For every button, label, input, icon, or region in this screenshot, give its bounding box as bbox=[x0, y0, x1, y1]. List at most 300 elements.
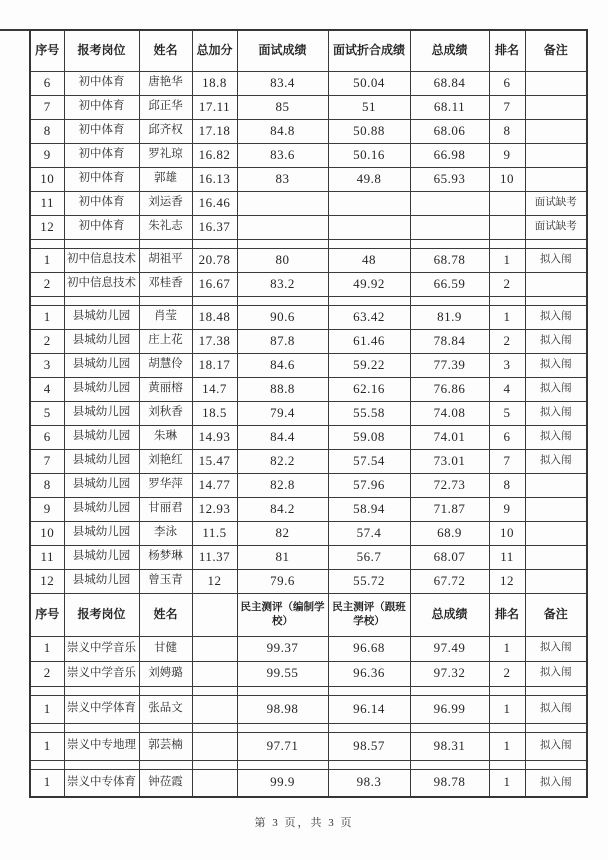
table-cell bbox=[410, 191, 489, 215]
table-cell: 80 bbox=[237, 248, 328, 272]
table-cell: 16.37 bbox=[192, 215, 237, 239]
table-row bbox=[30, 449, 587, 473]
table-cell: 刘娉璐 bbox=[139, 661, 192, 686]
table-row bbox=[30, 661, 587, 686]
separator-cell bbox=[64, 760, 139, 769]
table-cell: 4 bbox=[489, 377, 525, 401]
table-cell: 79.4 bbox=[237, 401, 328, 425]
table-cell bbox=[192, 661, 237, 686]
table-cell: 11.37 bbox=[192, 545, 237, 569]
table-cell: 87.8 bbox=[237, 329, 328, 353]
separator-cell bbox=[139, 723, 192, 732]
separator-cell bbox=[30, 686, 64, 695]
table-cell: 98.78 bbox=[410, 769, 489, 797]
table-cell: 肖莹 bbox=[139, 305, 192, 329]
table-cell: 16.46 bbox=[192, 191, 237, 215]
header-row bbox=[30, 30, 587, 71]
table-cell: 7 bbox=[30, 449, 64, 473]
table-cell bbox=[489, 191, 525, 215]
table-cell: 50.04 bbox=[328, 71, 410, 95]
table-cell: 县城幼儿园 bbox=[64, 497, 139, 521]
table-cell: 68.11 bbox=[410, 95, 489, 119]
table-cell: 98.98 bbox=[237, 695, 328, 723]
column-header: 报考岗位 bbox=[64, 30, 139, 71]
table-cell: 邱齐权 bbox=[139, 119, 192, 143]
separator-cell bbox=[64, 723, 139, 732]
table-cell bbox=[525, 143, 587, 167]
table-row bbox=[30, 732, 587, 760]
separator-cell bbox=[192, 296, 237, 305]
table-cell: 崇义中专地理 bbox=[64, 732, 139, 760]
table-cell: 68.07 bbox=[410, 545, 489, 569]
table-cell bbox=[328, 191, 410, 215]
table-cell: 49.92 bbox=[328, 272, 410, 296]
separator-row bbox=[30, 760, 587, 769]
table-cell: 拟入闱 bbox=[525, 401, 587, 425]
separator-cell bbox=[489, 760, 525, 769]
table-row bbox=[30, 167, 587, 191]
table-cell: 66.98 bbox=[410, 143, 489, 167]
table-cell: 8 bbox=[30, 473, 64, 497]
table-cell: 98.3 bbox=[328, 769, 410, 797]
table-row bbox=[30, 377, 587, 401]
table-cell: 1 bbox=[30, 732, 64, 760]
separator-cell bbox=[237, 686, 328, 695]
separator-cell bbox=[525, 296, 587, 305]
table-row bbox=[30, 769, 587, 797]
table-row bbox=[30, 119, 587, 143]
table-cell: 2 bbox=[489, 329, 525, 353]
table-row bbox=[30, 401, 587, 425]
table-cell: 拟入闱 bbox=[525, 661, 587, 686]
table-cell bbox=[525, 569, 587, 593]
table-cell: 96.68 bbox=[328, 636, 410, 661]
table-cell: 76.86 bbox=[410, 377, 489, 401]
table-cell: 77.39 bbox=[410, 353, 489, 377]
table-cell: 3 bbox=[489, 353, 525, 377]
table-cell: 84.8 bbox=[237, 119, 328, 143]
table-cell: 73.01 bbox=[410, 449, 489, 473]
table-cell bbox=[328, 215, 410, 239]
column-header: 姓名 bbox=[139, 593, 192, 636]
table-cell: 初中体育 bbox=[64, 95, 139, 119]
separator-cell bbox=[237, 723, 328, 732]
table-cell: 59.22 bbox=[328, 353, 410, 377]
separator-cell bbox=[192, 760, 237, 769]
table-cell: 1 bbox=[489, 695, 525, 723]
table-cell: 55.72 bbox=[328, 569, 410, 593]
table-cell: 8 bbox=[489, 473, 525, 497]
separator-cell bbox=[489, 296, 525, 305]
table-cell: 崇义中学体育 bbox=[64, 695, 139, 723]
table-cell bbox=[192, 732, 237, 760]
table-cell: 74.01 bbox=[410, 425, 489, 449]
separator-cell bbox=[139, 760, 192, 769]
table-cell bbox=[237, 191, 328, 215]
table-cell: 面试缺考 bbox=[525, 191, 587, 215]
table-cell: 曾玉青 bbox=[139, 569, 192, 593]
table-cell: 68.06 bbox=[410, 119, 489, 143]
table-cell: 郭雄 bbox=[139, 167, 192, 191]
table-cell: 97.71 bbox=[237, 732, 328, 760]
table-cell: 71.87 bbox=[410, 497, 489, 521]
table-cell: 84.2 bbox=[237, 497, 328, 521]
table-cell bbox=[525, 167, 587, 191]
table-row bbox=[30, 71, 587, 95]
table-cell: 67.72 bbox=[410, 569, 489, 593]
separator-cell bbox=[328, 686, 410, 695]
table-cell: 18.5 bbox=[192, 401, 237, 425]
table-cell: 1 bbox=[30, 695, 64, 723]
table-cell: 49.8 bbox=[328, 167, 410, 191]
table-cell: 68.84 bbox=[410, 71, 489, 95]
results-table bbox=[29, 29, 588, 798]
table-cell: 88.8 bbox=[237, 377, 328, 401]
table-cell: 拟入闱 bbox=[525, 695, 587, 723]
table-cell: 刘秋香 bbox=[139, 401, 192, 425]
table-cell bbox=[237, 215, 328, 239]
separator-cell bbox=[64, 239, 139, 248]
table-cell: 初中体育 bbox=[64, 167, 139, 191]
table-cell: 12 bbox=[192, 569, 237, 593]
table-cell: 县城幼儿园 bbox=[64, 521, 139, 545]
separator-cell bbox=[525, 239, 587, 248]
table-cell: 10 bbox=[30, 521, 64, 545]
table-cell: 18.8 bbox=[192, 71, 237, 95]
separator-cell bbox=[192, 239, 237, 248]
table-cell: 11 bbox=[489, 545, 525, 569]
header-row bbox=[30, 593, 587, 636]
table-cell: 初中体育 bbox=[64, 119, 139, 143]
table-cell: 县城幼儿园 bbox=[64, 545, 139, 569]
column-header: 姓名 bbox=[139, 30, 192, 71]
table-cell: 1 bbox=[30, 636, 64, 661]
separator-cell bbox=[30, 296, 64, 305]
table-cell: 58.94 bbox=[328, 497, 410, 521]
table-cell: 11.5 bbox=[192, 521, 237, 545]
separator-cell bbox=[410, 296, 489, 305]
separator-cell bbox=[237, 296, 328, 305]
table-cell: 83.6 bbox=[237, 143, 328, 167]
table-cell: 96.36 bbox=[328, 661, 410, 686]
table-cell: 16.82 bbox=[192, 143, 237, 167]
table-cell bbox=[525, 497, 587, 521]
column-header: 民主测评（编制学校） bbox=[237, 593, 328, 636]
separator-cell bbox=[139, 686, 192, 695]
table-cell: 84.4 bbox=[237, 425, 328, 449]
separator-cell bbox=[410, 239, 489, 248]
table-cell: 82.8 bbox=[237, 473, 328, 497]
separator-cell bbox=[328, 239, 410, 248]
table-cell: 6 bbox=[30, 71, 64, 95]
table-cell bbox=[525, 545, 587, 569]
table-cell: 1 bbox=[489, 305, 525, 329]
table-cell: 50.16 bbox=[328, 143, 410, 167]
table-cell: 2 bbox=[489, 661, 525, 686]
table-cell: 59.08 bbox=[328, 425, 410, 449]
table-cell: 10 bbox=[30, 167, 64, 191]
table-cell bbox=[525, 521, 587, 545]
separator-cell bbox=[30, 239, 64, 248]
table-cell: 63.42 bbox=[328, 305, 410, 329]
table-cell: 55.58 bbox=[328, 401, 410, 425]
table-cell: 62.16 bbox=[328, 377, 410, 401]
table-cell: 15.47 bbox=[192, 449, 237, 473]
table-cell: 6 bbox=[489, 71, 525, 95]
table-cell: 96.99 bbox=[410, 695, 489, 723]
table-cell: 崇义中专体育 bbox=[64, 769, 139, 797]
table-cell bbox=[489, 215, 525, 239]
table-cell: 拟入闱 bbox=[525, 377, 587, 401]
table-cell: 11 bbox=[30, 191, 64, 215]
separator-cell bbox=[64, 686, 139, 695]
table-cell: 7 bbox=[489, 95, 525, 119]
table-row bbox=[30, 272, 587, 296]
table-cell: 84.6 bbox=[237, 353, 328, 377]
table-cell: 90.6 bbox=[237, 305, 328, 329]
table-cell: 8 bbox=[30, 119, 64, 143]
table-cell: 面试缺考 bbox=[525, 215, 587, 239]
separator-cell bbox=[489, 239, 525, 248]
table-row bbox=[30, 695, 587, 723]
table-cell: 2 bbox=[489, 272, 525, 296]
table-cell: 7 bbox=[489, 449, 525, 473]
table-row bbox=[30, 215, 587, 239]
table-cell: 6 bbox=[30, 425, 64, 449]
table-row bbox=[30, 95, 587, 119]
table-cell: 邓桂香 bbox=[139, 272, 192, 296]
table-cell: 48 bbox=[328, 248, 410, 272]
table-cell: 18.17 bbox=[192, 353, 237, 377]
table-cell: 18.48 bbox=[192, 305, 237, 329]
separator-cell bbox=[192, 723, 237, 732]
table-cell: 邱正华 bbox=[139, 95, 192, 119]
table-cell: 10 bbox=[489, 521, 525, 545]
table-cell: 1 bbox=[489, 732, 525, 760]
column-header: 报考岗位 bbox=[64, 593, 139, 636]
table-cell: 65.93 bbox=[410, 167, 489, 191]
separator-cell bbox=[237, 239, 328, 248]
table-cell: 初中信息技术 bbox=[64, 248, 139, 272]
table-cell: 85 bbox=[237, 95, 328, 119]
table-cell: 14.7 bbox=[192, 377, 237, 401]
separator-cell bbox=[139, 239, 192, 248]
table-cell: 拟入闱 bbox=[525, 732, 587, 760]
table-cell: 县城幼儿园 bbox=[64, 569, 139, 593]
results-table-body bbox=[30, 30, 587, 797]
table-cell: 朱琳 bbox=[139, 425, 192, 449]
table-cell: 1 bbox=[30, 305, 64, 329]
table-cell: 12 bbox=[30, 569, 64, 593]
table-cell: 杨梦琳 bbox=[139, 545, 192, 569]
table-cell bbox=[525, 71, 587, 95]
table-cell: 初中体育 bbox=[64, 143, 139, 167]
table-cell bbox=[192, 769, 237, 797]
table-cell: 甘健 bbox=[139, 636, 192, 661]
table-cell: 96.14 bbox=[328, 695, 410, 723]
table-cell: 81.9 bbox=[410, 305, 489, 329]
table-cell bbox=[525, 95, 587, 119]
table-cell: 县城幼儿园 bbox=[64, 353, 139, 377]
table-cell: 张品文 bbox=[139, 695, 192, 723]
separator-cell bbox=[328, 760, 410, 769]
table-row bbox=[30, 545, 587, 569]
table-cell: 12 bbox=[30, 215, 64, 239]
table-cell: 甘丽君 bbox=[139, 497, 192, 521]
table-cell bbox=[192, 636, 237, 661]
table-row bbox=[30, 636, 587, 661]
table-cell: 57.4 bbox=[328, 521, 410, 545]
table-cell: 78.84 bbox=[410, 329, 489, 353]
table-row bbox=[30, 425, 587, 449]
table-cell: 82.2 bbox=[237, 449, 328, 473]
table-cell: 66.59 bbox=[410, 272, 489, 296]
column-header: 备注 bbox=[525, 593, 587, 636]
scan-edge-line bbox=[0, 29, 32, 31]
table-cell: 县城幼儿园 bbox=[64, 305, 139, 329]
separator-row bbox=[30, 723, 587, 732]
separator-row bbox=[30, 239, 587, 248]
table-cell: 7 bbox=[30, 95, 64, 119]
table-cell: 拟入闱 bbox=[525, 449, 587, 473]
table-cell bbox=[525, 119, 587, 143]
separator-cell bbox=[237, 760, 328, 769]
table-cell: 51 bbox=[328, 95, 410, 119]
separator-cell bbox=[410, 760, 489, 769]
table-cell: 17.18 bbox=[192, 119, 237, 143]
table-cell: 12 bbox=[489, 569, 525, 593]
table-cell: 16.13 bbox=[192, 167, 237, 191]
table-cell: 拟入闱 bbox=[525, 329, 587, 353]
table-cell: 胡慧伶 bbox=[139, 353, 192, 377]
table-cell: 县城幼儿园 bbox=[64, 401, 139, 425]
table-cell: 拟入闱 bbox=[525, 425, 587, 449]
table-cell: 57.96 bbox=[328, 473, 410, 497]
table-cell: 83.2 bbox=[237, 272, 328, 296]
table-cell: 9 bbox=[30, 497, 64, 521]
separator-cell bbox=[64, 296, 139, 305]
separator-cell bbox=[30, 723, 64, 732]
table-cell: 98.57 bbox=[328, 732, 410, 760]
separator-cell bbox=[328, 296, 410, 305]
table-cell: 崇义中学音乐 bbox=[64, 636, 139, 661]
table-cell: 97.32 bbox=[410, 661, 489, 686]
table-cell: 72.73 bbox=[410, 473, 489, 497]
table-row bbox=[30, 473, 587, 497]
table-cell: 初中体育 bbox=[64, 191, 139, 215]
separator-cell bbox=[525, 723, 587, 732]
table-cell: 57.54 bbox=[328, 449, 410, 473]
table-cell: 拟入闱 bbox=[525, 248, 587, 272]
table-cell: 2 bbox=[30, 329, 64, 353]
table-cell: 黄丽榕 bbox=[139, 377, 192, 401]
separator-cell bbox=[139, 296, 192, 305]
table-cell: 1 bbox=[489, 769, 525, 797]
table-cell: 8 bbox=[489, 119, 525, 143]
separator-row bbox=[30, 686, 587, 695]
table-cell: 初中体育 bbox=[64, 215, 139, 239]
table-cell: 3 bbox=[30, 353, 64, 377]
table-cell: 12.93 bbox=[192, 497, 237, 521]
table-cell: 唐艳华 bbox=[139, 71, 192, 95]
table-cell: 拟入闱 bbox=[525, 636, 587, 661]
table-cell: 50.88 bbox=[328, 119, 410, 143]
page-footer: 第 3 页，共 3 页 bbox=[254, 817, 354, 829]
table-cell: 10 bbox=[489, 167, 525, 191]
table-cell: 县城幼儿园 bbox=[64, 329, 139, 353]
separator-cell bbox=[328, 723, 410, 732]
column-header: 面试成绩 bbox=[237, 30, 328, 71]
table-cell: 17.38 bbox=[192, 329, 237, 353]
table-cell: 61.46 bbox=[328, 329, 410, 353]
table-cell: 56.7 bbox=[328, 545, 410, 569]
table-cell: 14.93 bbox=[192, 425, 237, 449]
column-header: 序号 bbox=[30, 593, 64, 636]
table-cell: 拟入闱 bbox=[525, 769, 587, 797]
table-cell: 县城幼儿园 bbox=[64, 377, 139, 401]
table-cell: 朱礼志 bbox=[139, 215, 192, 239]
table-cell: 2 bbox=[30, 272, 64, 296]
table-row bbox=[30, 521, 587, 545]
table-cell: 99.55 bbox=[237, 661, 328, 686]
table-cell: 20.78 bbox=[192, 248, 237, 272]
table-cell: 1 bbox=[489, 248, 525, 272]
table-cell: 98.31 bbox=[410, 732, 489, 760]
column-header: 总成绩 bbox=[410, 30, 489, 71]
table-cell: 99.37 bbox=[237, 636, 328, 661]
separator-cell bbox=[489, 723, 525, 732]
table-row bbox=[30, 191, 587, 215]
table-cell: 4 bbox=[30, 377, 64, 401]
table-row bbox=[30, 569, 587, 593]
table-cell: 68.9 bbox=[410, 521, 489, 545]
table-cell: 罗华萍 bbox=[139, 473, 192, 497]
table-row bbox=[30, 248, 587, 272]
table-cell: 庄上花 bbox=[139, 329, 192, 353]
table-cell: 17.11 bbox=[192, 95, 237, 119]
table-cell: 82 bbox=[237, 521, 328, 545]
table-cell: 81 bbox=[237, 545, 328, 569]
table-cell: 97.49 bbox=[410, 636, 489, 661]
table-cell: 68.78 bbox=[410, 248, 489, 272]
table-cell: 1 bbox=[30, 769, 64, 797]
table-cell: 74.08 bbox=[410, 401, 489, 425]
table-cell: 2 bbox=[30, 661, 64, 686]
column-header: 排名 bbox=[489, 30, 525, 71]
table-row bbox=[30, 305, 587, 329]
column-header: 备注 bbox=[525, 30, 587, 71]
table-row bbox=[30, 497, 587, 521]
table-row bbox=[30, 329, 587, 353]
table-cell: 拟入闱 bbox=[525, 305, 587, 329]
table-cell: 县城幼儿园 bbox=[64, 473, 139, 497]
table-cell: 6 bbox=[489, 425, 525, 449]
table-cell: 79.6 bbox=[237, 569, 328, 593]
table-cell: 1 bbox=[30, 248, 64, 272]
separator-cell bbox=[192, 686, 237, 695]
table-cell: 县城幼儿园 bbox=[64, 425, 139, 449]
table-cell: 16.67 bbox=[192, 272, 237, 296]
separator-cell bbox=[410, 686, 489, 695]
column-header: 民主测评（跟班学校） bbox=[328, 593, 410, 636]
table-cell: 83 bbox=[237, 167, 328, 191]
table-cell: 9 bbox=[489, 143, 525, 167]
separator-row bbox=[30, 296, 587, 305]
table-cell bbox=[192, 695, 237, 723]
table-cell: 初中信息技术 bbox=[64, 272, 139, 296]
table-cell: 崇义中学音乐 bbox=[64, 661, 139, 686]
table-cell: 1 bbox=[489, 636, 525, 661]
